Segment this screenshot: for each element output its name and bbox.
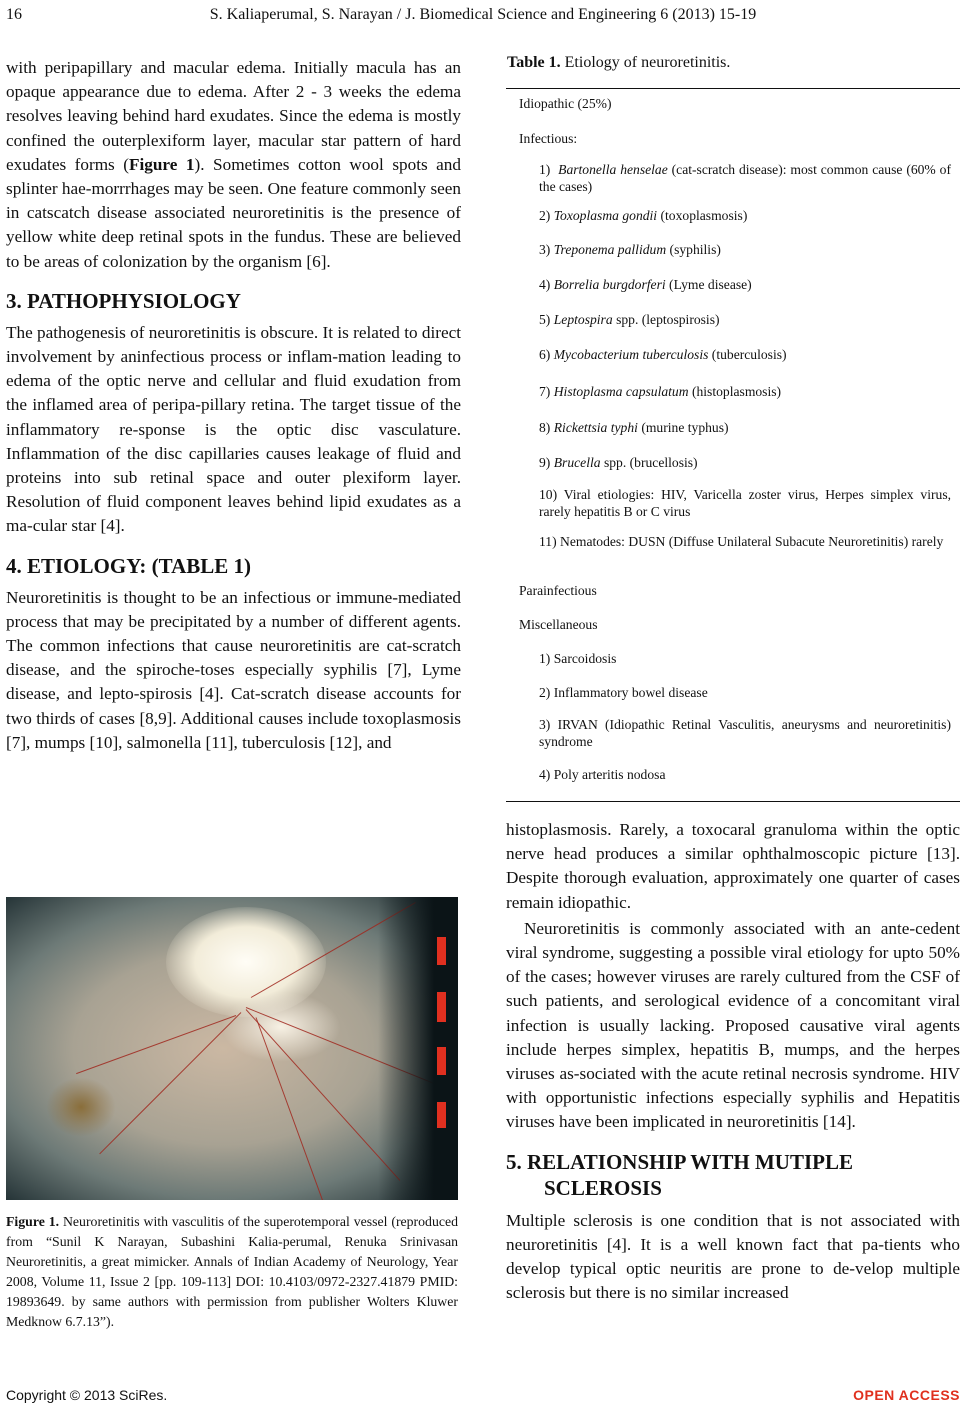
table-row: 11) Nematodes: DUSN (Diffuse Unilateral Subacute Neuroretinitis) rarely: [539, 534, 944, 549]
right-column: [506, 818, 960, 1305]
table-row: 10) Viral etiologies: HIV, Varicella zoster virus, Herpes simplex virus, rarely hepatitis B or C virus: [539, 487, 952, 519]
left-column: [6, 56, 461, 755]
table-row: 9) Brucella spp. (brucellosis): [539, 455, 698, 470]
table-row: 7) Histoplasma capsulatum (histoplasmosis): [539, 384, 782, 399]
table-top-rule: [506, 88, 960, 89]
table-label: Table 1.: [507, 54, 561, 71]
body-paragraph: Multiple sclerosis is one condition that is not associated with neuroretinitis [4]. It is a well known fact that pa-tients who develop typical optic neuritis are prone to de-velop multiple sclerosis but there is no similar increased: [506, 1210, 960, 1303]
table-bottom-rule: [506, 801, 960, 802]
table-row: 2) Toxoplasma gondii (toxoplasmosis): [539, 208, 748, 223]
table-row: 4) Borrelia burgdorferi (Lyme disease): [539, 277, 752, 292]
table-row-infectious: Infectious:: [519, 131, 578, 146]
table-row-idiopathic: Idiopathic (25%): [519, 96, 612, 111]
table-row-parainfectious: Parainfectious: [519, 583, 597, 598]
table-caption: Table 1. Etiology of neuroretinitis.: [507, 54, 731, 71]
section-heading-etiology: 4. ETIOLOGY: (TABLE 1): [6, 553, 252, 578]
table-row: 1) Bartonella henselae (cat-scratch disease): most common cause (60% of the cases): [539, 162, 951, 194]
page-number: 16: [6, 6, 22, 23]
table-row: 8) Rickettsia typhi (murine typhus): [539, 420, 729, 435]
table-row: 4) Poly arteritis nodosa: [539, 767, 666, 782]
section-heading-multiple-sclerosis: 5. RELATIONSHIP WITH MUTIPLE SCLEROSIS: [506, 1149, 853, 1200]
body-paragraph: histoplasmosis. Rarely, a toxocaral granuloma within the optic nerve head produces a similar ophthalmoscopic picture [13]. Despite thorough evaluation, approximately one quarter of cases remain idiopathic.: [506, 820, 960, 912]
body-paragraph: with peripapillary and macular edema. Initially macula has an opaque appearance due to edema. After 2 - 3 weeks the edema resolves leaving behind hard exudates. Since the edema is mostly confined the outerplexiform layer, macular star pattern of hard exudates forms (Figure 1). Sometimes cotton wool spots and splinter hae-morrrhages may be seen. One feature commonly seen in catscatch disease associated neuroretinitis is the presence of yellow white deep retinal spots in the fundus. These are believed to be areas of colonization by the organism [6].: [6, 58, 461, 271]
body-paragraph: Neuroretinitis is commonly associated with an ante-cedent viral syndrome, suggesting a possible viral etiology for upto 50% of the cases; however viruses are rarely cultured from the CSF of such patients, and serological evidence of a concomitant viral infection is usually lacking. Proposed causative viral agents include herpes simplex, hepatitis B, mumps, and the herpes viruses as-sociated with the acute retinal necrosis syndrome. HIV with opportunistic infections especially syphilis and Hepatitis viruses have been implicated in neuroretinitis [14].: [506, 918, 960, 1132]
table-row: 3) Treponema pallidum (syphilis): [539, 242, 721, 257]
table-row: 1) Sarcoidosis: [539, 651, 617, 666]
body-paragraph: Neuroretinitis is thought to be an infectious or immune-mediated process that may be precipitated by a number of different agents. The common infections that cause neuroretinitis are cat-scratch disease, and the spiroche-toses especially syphilis [7], Lyme disease, and lepto-spirosis [4]. Cat-scratch disease accounts for two thirds of cases [8,9]. Additional causes include toxoplasmosis [7], mumps [10], salmonella [11], tuberculosis [12], and: [6, 587, 461, 752]
footer-copyright: Copyright © 2013 SciRes.: [6, 1387, 168, 1403]
table-row: 3) IRVAN (Idiopathic Retinal Vasculitis, aneurysms and neuroretinitis) syndrome: [539, 717, 951, 749]
table-row: 2) Inflammatory bowel disease: [539, 685, 708, 700]
table-row-miscellaneous: Miscellaneous: [519, 617, 598, 632]
table-row: 5) Leptospira spp. (leptospirosis): [539, 312, 720, 327]
section-heading-pathophysiology: 3. PATHOPHYSIOLOGY: [6, 288, 241, 313]
running-header: S. Kaliaperumal, S. Narayan / J. Biomedical Science and Engineering 6 (2013) 15-19: [209, 6, 757, 23]
figure-reference: Figure 1: [129, 154, 195, 174]
open-access-badge: OPEN ACCESS: [853, 1387, 960, 1403]
body-paragraph: The pathogenesis of neuroretinitis is obscure. It is related to direct involvement by aninfectious process or inflam-mation leading to edema of the optic nerve and cellular and fluid exudation from the inflamed area of peripa-pillary retina. The target tissue of the inflammatory re-sponse is the optic disc vasculature. Inflammation of the disc capillaries causes leakage of fluid and proteins into sub retinal space and outer plexiform layer. Resolution of fluid component leaves behind lipid exudates as a ma-cular star [4].: [6, 322, 461, 536]
figure-caption: Figure 1. Neuroretinitis with vasculitis of the superotemporal vessel (reproduced from “Sunil K Narayan, Subashini Kalia-perumal, Renuka Srinivasan Neuroretinitis, a great mimicker. Annals of Indian Academy of Neurology, Year 2008, Volume 11, Issue 2 [pp. 109-113] DOI: 10.4103/0972-2327.41879 PMID: 19893649. by same authors with permission from publisher Wolters Kluwer Medknow 6.7.13”).: [6, 1214, 458, 1329]
table-row: 6) Mycobacterium tuberculosis (tuberculosis): [539, 347, 787, 362]
fundus-photograph: [6, 897, 458, 1200]
figure-label: Figure 1.: [6, 1214, 60, 1229]
